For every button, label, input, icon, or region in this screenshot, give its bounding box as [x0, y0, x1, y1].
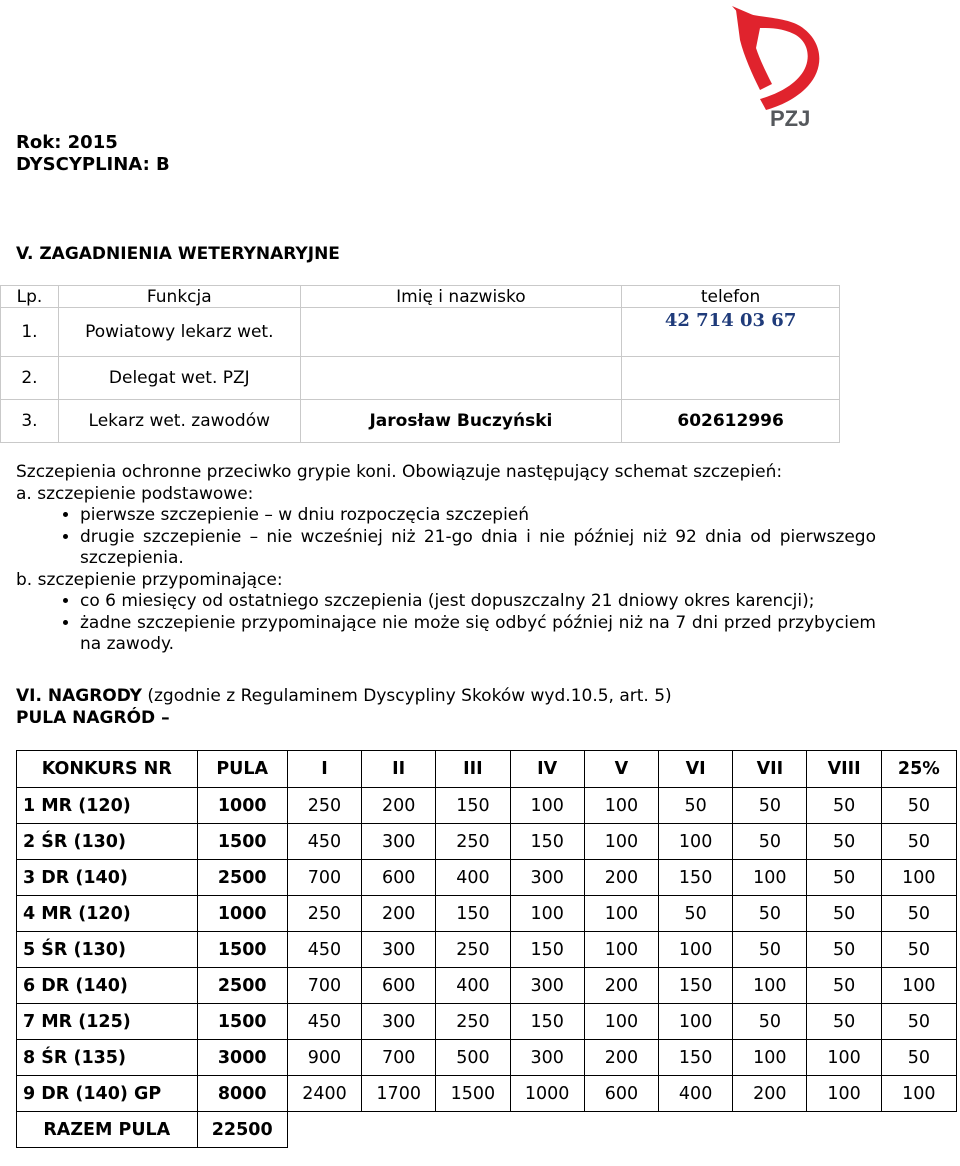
- prize-amount: 50: [733, 1004, 807, 1040]
- prize-amount: 150: [659, 1040, 733, 1076]
- row-name: Jarosław Buczyński: [300, 400, 622, 443]
- prize-amount: 100: [881, 1076, 956, 1112]
- prize-amount: 400: [436, 968, 510, 1004]
- row-lp: 2.: [1, 357, 59, 400]
- prize-amount: 50: [881, 932, 956, 968]
- prize-amount: 250: [287, 896, 361, 932]
- section-5-title: V. ZAGADNIENIA WETERYNARYJNE: [16, 244, 340, 264]
- pzj-logo: [730, 4, 830, 129]
- prize-amount: 700: [287, 968, 361, 1004]
- prize-amount: 300: [362, 1004, 436, 1040]
- prize-row: [17, 932, 957, 968]
- row-lp: 1.: [1, 308, 59, 357]
- prize-amount: 50: [881, 788, 956, 824]
- prize-amount: 200: [362, 896, 436, 932]
- prize-amount: 100: [584, 1004, 658, 1040]
- prize-table: [16, 750, 957, 1148]
- prize-amount: 100: [659, 1004, 733, 1040]
- prize-amount: 50: [807, 860, 881, 896]
- header-place: VII: [733, 751, 807, 788]
- prize-amount: 50: [807, 896, 881, 932]
- prize-amount: 300: [510, 860, 584, 896]
- prize-amount: 100: [733, 968, 807, 1004]
- prize-konkurs: 8 ŚR (135): [17, 1040, 198, 1076]
- prize-amount: 150: [510, 932, 584, 968]
- prize-pula: 2500: [197, 860, 287, 896]
- prize-pula: 1500: [197, 1004, 287, 1040]
- prize-row: [17, 1040, 957, 1076]
- prize-amount: 700: [287, 860, 361, 896]
- prize-table-header: [17, 751, 957, 788]
- prize-amount: 100: [510, 788, 584, 824]
- prize-amount: 250: [436, 1004, 510, 1040]
- list-item: • żadne szczepienie przypominające nie może się odbyć później niż na 7 dni przed przybyciem na zawody.: [80, 613, 876, 656]
- prize-row: [17, 896, 957, 932]
- prize-amount: 250: [436, 824, 510, 860]
- prize-amount: 50: [881, 896, 956, 932]
- prize-amount: 50: [807, 932, 881, 968]
- vaccination-intro: Szczepienia ochronne przeciwko grypie koni. Obowiązuje następujący schemat szczepień:: [16, 462, 783, 482]
- row-lp: 3.: [1, 400, 59, 443]
- header-pula: PULA: [197, 751, 287, 788]
- prize-pool-title: PULA NAGRÓD –: [16, 707, 170, 728]
- logo-text: PZJ: [770, 106, 811, 129]
- prize-amount: 600: [362, 968, 436, 1004]
- prize-amount: 200: [733, 1076, 807, 1112]
- prize-amount: 300: [510, 1040, 584, 1076]
- prize-amount: 100: [659, 824, 733, 860]
- logo-mark: [736, 10, 819, 110]
- prize-amount: 700: [362, 1040, 436, 1076]
- prize-amount: 50: [807, 968, 881, 1004]
- prize-amount: 100: [659, 932, 733, 968]
- prize-table-body: [17, 751, 957, 1148]
- vet-table-row: [1, 400, 840, 443]
- vet-table: [0, 285, 840, 443]
- vet-table-header: [1, 286, 840, 308]
- list-item: • co 6 miesięcy od ostatniego szczepienia (jest dopuszczalny 21 dniowy okres karencji);: [80, 591, 876, 613]
- prize-amount: 50: [881, 824, 956, 860]
- prize-amount: 50: [659, 788, 733, 824]
- prize-konkurs: 9 DR (140) GP: [17, 1076, 198, 1112]
- header-place: V: [584, 751, 658, 788]
- year-heading: Rok: 2015: [16, 132, 118, 153]
- row-funkcja: Lekarz wet. zawodów: [58, 400, 300, 443]
- row-phone: [622, 357, 840, 400]
- prize-row: [17, 788, 957, 824]
- vaccination-a-list: [16, 505, 876, 570]
- prize-amount: 100: [881, 860, 956, 896]
- section-6-title-rest: (zgodnie z Regulaminem Dyscypliny Skoków wyd.10.5, art. 5): [141, 686, 672, 706]
- header-konkurs: KONKURS NR: [17, 751, 198, 788]
- prize-amount: 50: [807, 1004, 881, 1040]
- prize-amount: 1700: [362, 1076, 436, 1112]
- prize-amount: 300: [362, 824, 436, 860]
- col-header-name: Imię i nazwisko: [300, 286, 622, 308]
- prize-amount: 150: [659, 968, 733, 1004]
- vet-table-row: [1, 308, 840, 357]
- prize-amount: 100: [584, 932, 658, 968]
- discipline-heading: DYSCYPLINA: B: [16, 154, 170, 175]
- prize-amount: 150: [436, 788, 510, 824]
- prize-amount: 100: [733, 860, 807, 896]
- prize-amount: 300: [510, 968, 584, 1004]
- prize-amount: 450: [287, 1004, 361, 1040]
- prize-amount: 100: [584, 824, 658, 860]
- prize-amount: 150: [436, 896, 510, 932]
- vaccination-b-list: [16, 591, 876, 656]
- prize-amount: 200: [362, 788, 436, 824]
- vaccination-b-title: b. szczepienie przypominające:: [16, 569, 283, 590]
- prize-amount: 50: [881, 1004, 956, 1040]
- col-header-funkcja: Funkcja: [58, 286, 300, 308]
- prize-pula: 1000: [197, 896, 287, 932]
- prize-pula: 3000: [197, 1040, 287, 1076]
- prize-pula: 1500: [197, 824, 287, 860]
- vaccination-a-title: a. szczepienie podstawowe:: [16, 483, 254, 504]
- list-item: • drugie szczepienie – nie wcześniej niż 21-go dnia i nie później niż 92 dnia od pierwszego szczepienia.: [80, 527, 876, 570]
- row-phone: 602612996: [622, 400, 840, 443]
- prize-amount: 50: [659, 896, 733, 932]
- col-header-phone: telefon: [622, 286, 840, 308]
- prize-amount: 600: [584, 1076, 658, 1112]
- prize-amount: 100: [807, 1040, 881, 1076]
- prize-amount: 100: [733, 1040, 807, 1076]
- prize-amount: 400: [436, 860, 510, 896]
- section-6-title-bold: VI. NAGRODY: [16, 686, 142, 706]
- prize-amount: 200: [584, 860, 658, 896]
- prize-row: [17, 968, 957, 1004]
- header-percent: 25%: [881, 751, 956, 788]
- prize-amount: 250: [287, 788, 361, 824]
- prize-amount: 1000: [510, 1076, 584, 1112]
- prize-amount: 200: [584, 968, 658, 1004]
- prize-amount: 1500: [436, 1076, 510, 1112]
- col-header-lp: Lp.: [1, 286, 59, 308]
- prize-amount: 100: [510, 896, 584, 932]
- prize-konkurs: 1 MR (120): [17, 788, 198, 824]
- prize-amount: 100: [584, 788, 658, 824]
- prize-amount: 50: [733, 896, 807, 932]
- prize-amount: 250: [436, 932, 510, 968]
- prize-amount: 900: [287, 1040, 361, 1076]
- prize-konkurs: 7 MR (125): [17, 1004, 198, 1040]
- prize-pula: 1500: [197, 932, 287, 968]
- vaccination-section: [16, 462, 876, 656]
- prize-row: [17, 824, 957, 860]
- prize-total-label: RAZEM PULA: [17, 1112, 198, 1148]
- prize-konkurs: 2 ŚR (130): [17, 824, 198, 860]
- row-name: [300, 357, 622, 400]
- section-6-title: [16, 686, 876, 708]
- prize-amount: 100: [881, 968, 956, 1004]
- header-place: II: [362, 751, 436, 788]
- prize-row: [17, 1004, 957, 1040]
- prize-amount: 450: [287, 824, 361, 860]
- header-place: III: [436, 751, 510, 788]
- prize-amount: 300: [362, 932, 436, 968]
- prize-amount: 200: [584, 1040, 658, 1076]
- prize-amount: 50: [733, 788, 807, 824]
- prize-amount: 150: [659, 860, 733, 896]
- prize-amount: 150: [510, 1004, 584, 1040]
- prize-konkurs: 6 DR (140): [17, 968, 198, 1004]
- row-funkcja: Delegat wet. PZJ: [58, 357, 300, 400]
- prize-amount: 150: [510, 824, 584, 860]
- prize-amount: 50: [881, 1040, 956, 1076]
- prize-amount: 50: [733, 932, 807, 968]
- prize-amount: 600: [362, 860, 436, 896]
- header-place: VI: [659, 751, 733, 788]
- prize-row: [17, 1076, 957, 1112]
- prize-amount: 450: [287, 932, 361, 968]
- vet-table-row: [1, 357, 840, 400]
- row-funkcja: Powiatowy lekarz wet.: [58, 308, 300, 357]
- prize-amount: 500: [436, 1040, 510, 1076]
- prize-amount: 100: [584, 896, 658, 932]
- prize-pula: 8000: [197, 1076, 287, 1112]
- row-name: [300, 308, 622, 357]
- prize-konkurs: 5 ŚR (130): [17, 932, 198, 968]
- prize-total-row: [17, 1112, 957, 1148]
- prize-amount: 50: [807, 824, 881, 860]
- prize-amount: 50: [733, 824, 807, 860]
- prize-konkurs: 3 DR (140): [17, 860, 198, 896]
- header-place: I: [287, 751, 361, 788]
- list-item: • pierwsze szczepienie – w dniu rozpoczęcia szczepień: [80, 505, 876, 527]
- row-phone: 42 714 03 67: [622, 308, 840, 357]
- prize-amount: 400: [659, 1076, 733, 1112]
- prize-amount: 2400: [287, 1076, 361, 1112]
- prize-pula: 1000: [197, 788, 287, 824]
- prize-pula: 2500: [197, 968, 287, 1004]
- prize-amount: 50: [807, 788, 881, 824]
- section-6-header: [16, 686, 876, 729]
- prize-total-blank: [287, 1112, 956, 1148]
- header-place: VIII: [807, 751, 881, 788]
- prize-row: [17, 860, 957, 896]
- prize-amount: 100: [807, 1076, 881, 1112]
- prize-konkurs: 4 MR (120): [17, 896, 198, 932]
- header-place: IV: [510, 751, 584, 788]
- prize-total-value: 22500: [197, 1112, 287, 1148]
